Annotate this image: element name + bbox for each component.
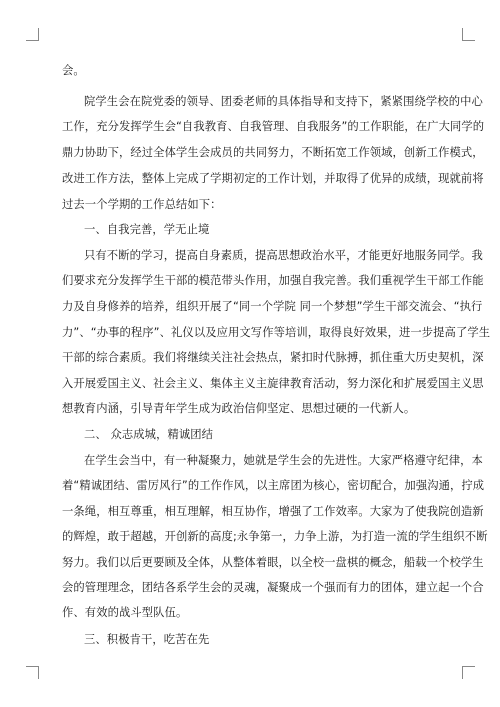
section-heading-1: 一、自我完善，学无止境 [84,223,210,236]
paragraph-line: 们要求充分发挥学生干部的模范带头作用，加强自我完善。我们重视学生干部工作能 [62,274,484,287]
paragraph-line: 院学生会在院党委的领导、团委老师的具体指导和支持下，紧紧围绕学校的中心 [84,95,483,108]
paragraph-line: 只有不断的学习，提高自身素质，提高思想政治水平，才能更好地服务同学。我 [84,249,483,262]
paragraph-line: 力及自身修养的培养，组织开展了“同一个学院 同一个梦想”学生干部交流会、“执行 [62,300,483,313]
crop-mark-bottom-left [26,666,39,679]
crop-mark-bottom-right [462,666,475,679]
section-heading-2: 二、 众志成城，精诚团结 [84,428,214,441]
paragraph-line: 的辉煌，敢于超越，开创新的高度;永争第一，力争上游，为打造一流的学生组织不断 [62,530,488,543]
paragraph-line: 一条绳，相互尊重，相互理解，相互协作，增强了工作效率。大家为了使我院创造新 [62,505,484,518]
paragraph-line: 工作，充分发挥学生会“自我教育、自我管理、自我服务”的工作职能，在广大同学的 [62,120,485,133]
crop-mark-top-left [26,28,39,41]
paragraph-line: 作、有效的战斗型队伍。 [62,606,188,619]
paragraph-line: 力”、“办事的程序”、礼仪以及应用文写作等培训，取得良好效果，进一步提高了学生 [62,326,491,339]
paragraph-line: 入开展爱国主义、社会主义、集体主义主旋律教育活动，努力深化和扩展爱国主义思 [62,377,484,390]
paragraph-line: 干部的综合素质。我们将继续关注社会热点，紧扣时代脉搏，抓住重大历史契机，深 [62,351,484,364]
crop-mark-top-right [462,28,475,41]
paragraph-line: 想教育内涵，引导青年学生成为政治信仰坚定、思想过硬的一代新人。 [62,402,416,415]
paragraph-line: 努力。我们以后更要顾及全体，从整体着眼，以全校一盘棋的概念，船载一个校学生 [62,556,484,569]
paragraph-line: 鼎力协助下，经过全体学生会成员的共同努力，不断拓宽工作领域，创新工作模式， [62,146,484,159]
paragraph-line: 着“精诚团结、雷厉风行”的工作作风，以主席团为核心，密切配合，加强沟通，拧成 [62,479,485,492]
paragraph-line: 过去一个学期的工作总结如下： [62,198,222,211]
paragraph-line: 在学生会当中，有一种凝聚力，她就是学生会的先进性。大家严格遵守纪律，本 [84,454,483,467]
paragraph-line: 改进工作方法，整体上完成了学期初定的工作计划，并取得了优异的成绩，现就前将 [62,172,484,185]
paragraph-line: 会的管理理念，团结各系学生会的灵魂，凝聚成一个强而有力的团体，建立起一个合 [62,581,484,594]
text-line: 会。 [62,64,85,77]
section-heading-3: 三、积极肯干，吃苦在先 [84,633,210,646]
